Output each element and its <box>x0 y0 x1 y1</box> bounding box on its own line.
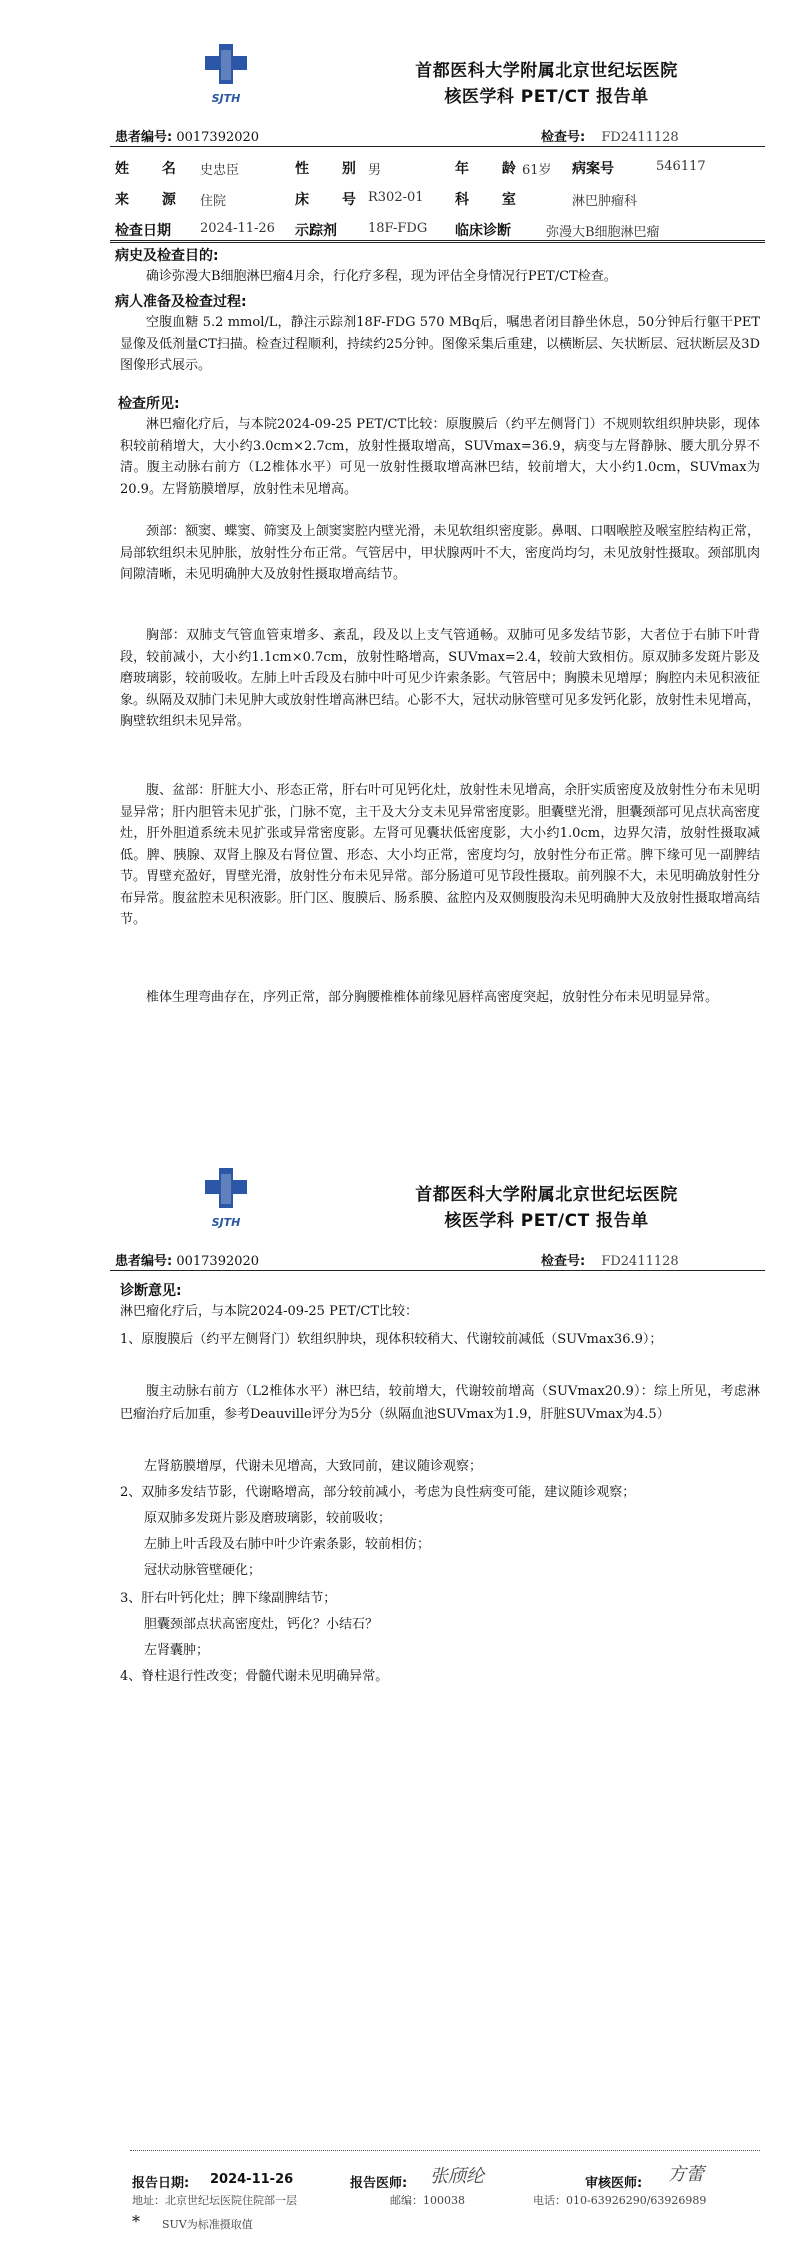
prep-text: 空腹血糖 5.2 mmol/L，静注示踪剂18F-FDG 570 MBq后，嘱患者闭目静坐休息，50分钟后行躯干PET显像及低剂量CT扫描。检查过程顺利，持续约25分钟。图像采集后重建，以横断层、矢状断层、冠状断层及3D图像形式展示。 <box>120 315 760 373</box>
case-no-label: 病案号 <box>572 161 614 177</box>
info-rule <box>110 240 765 243</box>
sex-label: 性 别 <box>295 161 370 177</box>
report-date-label: 报告日期: <box>132 2176 190 2191</box>
impression-line: 4、脊柱退行性改变；骨髓代谢未见明确异常。 <box>120 1669 389 1684</box>
clinical-dx: 弥漫大B细胞淋巴瘤 <box>546 225 660 240</box>
report-title: 核医学科 PET/CT 报告单 <box>444 87 649 107</box>
prep-heading: 病人准备及检查过程: <box>115 294 247 310</box>
exam-no-label: 检查号: <box>541 130 586 145</box>
impression-line: 胆囊颈部点状高密度灶，钙化？小结石？ <box>144 1617 379 1632</box>
dept-label: 科 室 <box>455 192 530 208</box>
reviewer-label: 审核医师: <box>585 2176 643 2191</box>
header-rule <box>110 1270 765 1271</box>
source-label: 来 源 <box>115 192 190 208</box>
reporter-signature: 张颀纶 <box>430 2166 484 2187</box>
patient-no-label: 患者编号: <box>115 130 173 145</box>
tracer-label: 示踪剂 <box>295 223 337 239</box>
hospital-name: 首都医科大学附属北京世纪坛医院 <box>415 1185 678 1205</box>
hospital-name: 首都医科大学附属北京世纪坛医院 <box>415 61 678 81</box>
phone: 电话：010-63926290/63926989 <box>533 2194 707 2207</box>
logo-text: SJTH <box>211 1216 241 1229</box>
findings-paragraph: 胸部：双肺支气管血管束增多、紊乱，段及以上支气管通畅。双肺可见多发结节影，大者位于右肺下叶背段，较前减小，大小约1.1cm×0.7cm，放射性略增高，SUVmax=2.4，较前大致相仿。原双肺多发斑片影及磨玻璃影，较前吸收。左肺上叶舌段及右肺中叶可见少许索条影。气管居中；胸膜未见增厚；胸腔内未见积液征象。纵隔及双肺门未见肿大或放射性增高淋巴结。心影不大，冠状动脉管壁可见多发钙化影，放射性未见增高，胸壁软组织未见异常。 <box>120 628 760 729</box>
reporter-label: 报告医师: <box>350 2176 408 2191</box>
findings-paragraph: 颈部：额窦、蝶窦、筛窦及上颌窦窦腔内壁光滑，未见软组织密度影。鼻咽、口咽喉腔及喉室腔结构正常，局部软组织未见肿胀，放射性分布正常。气管居中，甲状腺两叶不大，密度尚均匀，未见放射性摄取。颈部肌肉间隙清晰，未见明确肿大及放射性摄取增高结节。 <box>120 524 760 582</box>
findings-paragraph: 腹、盆部：肝脏大小、形态正常，肝右叶可见钙化灶，放射性未见增高，余肝实质密度及放射性分布未见明显异常；肝内胆管未见扩张，门脉不宽，主干及大分支未见异常密度影。胆囊壁光滑，胆囊颈部可见点状高密度灶，肝外胆道系统未见扩张或异常密度影。左肾可见囊状低密度影，大小约1.0cm，边界欠清，放射性摄取减低。脾、胰腺、双肾上腺及右肾位置、形态、大小均正常，密度均匀，放射性分布正常。脾下缘可见一副脾结节。胃壁充盈好，胃壁光滑，放射性分布未见异常。部分肠道可见节段性摄取。前列腺不大，未见明确放射性分布异常。腹盆腔未见积液影。肝门区、腹膜后、肠系膜、盆腔内及双侧腹股沟未见明确肿大及放射性摄取增高结节。 <box>120 783 760 927</box>
logo-text: SJTH <box>211 92 241 105</box>
impression-line: 淋巴瘤化疗后，与本院2024-09-25 PET/CT比较： <box>120 1304 418 1319</box>
address: 地址：北京世纪坛医院住院部一层 <box>132 2194 297 2207</box>
patient-source: 住院 <box>200 194 227 209</box>
patient-no-row <box>115 126 259 145</box>
impression-line: 腹主动脉右前方（L2椎体水平）淋巴结，较前增大，代谢较前增高（SUVmax20.9）：综上所见，考虑淋巴瘤治疗后加重，参考Deauville评分为5分（纵隔血池SUVmax为1.9，肝脏SUVmax为4.5） <box>120 1384 760 1422</box>
history-text: 确诊弥漫大B细胞淋巴瘤4月余，行化疗多程，现为评估全身情况行PET/CT检查。 <box>146 269 617 284</box>
impression-heading: 诊断意见: <box>120 1283 182 1299</box>
suv-note: SUV为标准摄取值 <box>162 2218 253 2231</box>
exam-no-row <box>541 126 679 145</box>
exam-no-row <box>541 1250 679 1269</box>
findings-paragraph: 椎体生理弯曲存在，序列正常，部分胸腰椎椎体前缘见唇样高密度突起，放射性分布未见明显异常。 <box>146 990 719 1005</box>
impression-line: 左肺上叶舌段及右肺中叶少许索条影，较前相仿； <box>144 1537 431 1552</box>
header-rule <box>110 146 765 147</box>
report-title: 核医学科 PET/CT 报告单 <box>444 1211 649 1231</box>
footer-rule <box>130 2150 760 2151</box>
patient-no-label: 患者编号: <box>115 1254 173 1269</box>
impression-line: 冠状动脉管壁硬化； <box>144 1563 262 1578</box>
dx-label: 临床诊断 <box>455 223 511 239</box>
patient-no: 0017392020 <box>176 1254 260 1269</box>
name-label: 姓 名 <box>115 161 190 177</box>
impression-line: 2、双肺多发结节影，代谢略增高，部分较前减小，考虑为良性病变可能，建议随诊观察； <box>120 1485 636 1500</box>
bed-no: R302-01 <box>368 190 424 205</box>
note-mark: * <box>132 2212 140 2231</box>
impression-line: 3、肝右叶钙化灶；脾下缘副脾结节； <box>120 1591 337 1606</box>
tracer: 18F-FDG <box>368 221 428 236</box>
exam-no: FD2411128 <box>601 130 679 145</box>
impression-line: 原双肺多发斑片影及磨玻璃影，较前吸收； <box>144 1511 392 1526</box>
patient-no: 0017392020 <box>176 130 260 145</box>
impression-line: 左肾筋膜增厚，代谢未见增高，大致同前，建议随诊观察； <box>144 1459 483 1474</box>
report-date: 2024-11-26 <box>210 2172 294 2187</box>
history-heading: 病史及检查目的: <box>115 248 219 264</box>
impression-line: 1、原腹膜后（约平左侧肾门）软组织肿块，现体积较稍大、代谢较前减低（SUVmax36.9）； <box>120 1332 663 1347</box>
reviewer-signature: 方蕾 <box>668 2164 704 2185</box>
patient-name: 史忠臣 <box>200 163 240 178</box>
exam-no: FD2411128 <box>601 1254 679 1269</box>
exam-no-label: 检查号: <box>541 1254 586 1269</box>
exam-date: 2024-11-26 <box>200 221 275 236</box>
dept: 淋巴肿瘤科 <box>572 194 638 209</box>
patient-sex: 男 <box>368 163 382 178</box>
postcode: 邮编：100038 <box>390 2194 465 2207</box>
findings-heading: 检查所见: <box>118 396 180 412</box>
date-label: 检查日期 <box>115 223 171 239</box>
findings-paragraph: 淋巴瘤化疗后，与本院2024-09-25 PET/CT比较：原腹膜后（约平左侧肾门）不规则软组织肿块影，现体积较前稍增大，大小约3.0cm×2.7cm，放射性摄取增高，SUVmax=36.9，病变与左肾静脉、腰大肌分界不清。腹主动脉右前方（L2椎体水平）可见一放射性摄取增高淋巴结，较前增大，大小约1.0cm，SUVmax为20.9。左肾筋膜增厚，放射性未见增高。 <box>120 417 760 497</box>
impression-line: 左肾囊肿； <box>144 1643 210 1658</box>
patient-no-row <box>115 1250 259 1269</box>
case-no: 546117 <box>656 159 706 174</box>
patient-age: 61岁 <box>522 163 552 178</box>
age-label: 年 龄 <box>455 161 530 177</box>
bed-label: 床 号 <box>295 192 370 208</box>
